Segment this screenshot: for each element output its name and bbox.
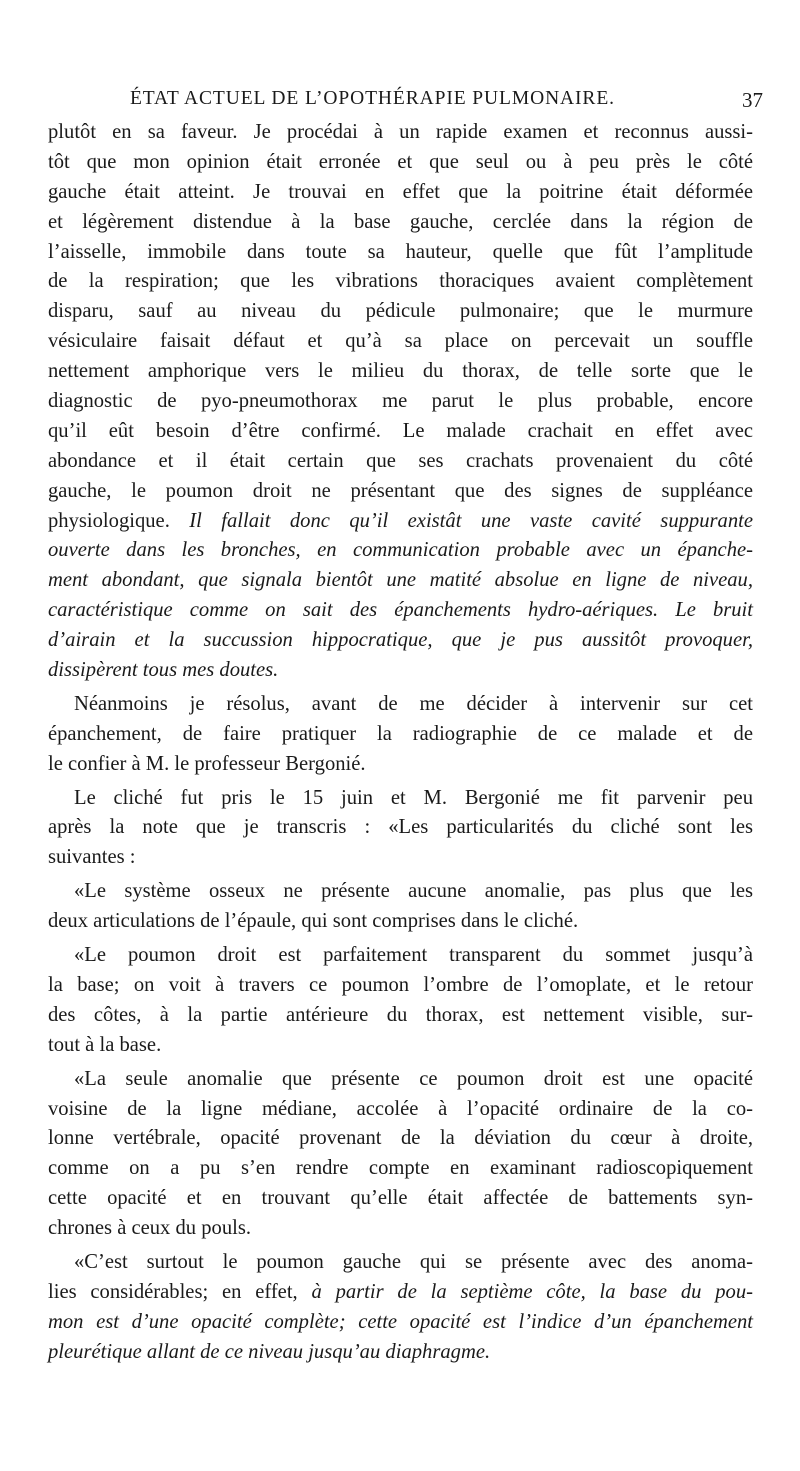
text-line: abondance et il était certain que ses crachats provenaient du côté xyxy=(48,449,753,472)
text-line: la base; on voit à travers ce poumon l’ombre de l’omoplate, et le retour xyxy=(48,973,753,996)
italic-text-line: ment abondant, que signala bientôt une matité absolue en ligne de niveau, xyxy=(48,569,753,592)
text-line: vésiculaire faisait défaut et qu’à sa place on percevait un souffle xyxy=(48,330,753,353)
text-line: comme on a pu s’en rendre compte en examinant radioscopiquement xyxy=(48,1157,753,1180)
italic-run: à partir de la septième côte, la base du pou- xyxy=(311,1280,753,1303)
text-line: deux articulations de l’épaule, qui sont comprises dans le cliché. xyxy=(48,910,579,933)
roman-run: lies considérables; en effet, xyxy=(48,1280,312,1303)
text-line: de la respiration; que les vibrations thoraciques avaient complètement xyxy=(48,270,753,293)
text-line: tout à la base. xyxy=(48,1033,162,1056)
text-line-mixed xyxy=(48,507,753,537)
text-line: disparu, sauf au niveau du pédicule pulmonaire; que le murmure xyxy=(48,300,753,323)
italic-text-line: ouverte dans les bronches, en communication probable avec un épanche- xyxy=(48,539,753,562)
text-line: diagnostic de pyo-pneumothorax me parut le plus probable, encore xyxy=(48,390,753,413)
body-text xyxy=(48,118,753,1368)
text-line: «Le système osseux ne présente aucune anomalie, pas plus que les xyxy=(74,880,753,903)
text-line: gauche, le poumon droit ne présentant que des signes de suppléance xyxy=(48,479,753,502)
italic-text-line: mon est d’une opacité complète; cette opacité est l’indice d’un épanchement xyxy=(48,1310,753,1333)
text-line: nettement amphorique vers le milieu du thorax, de telle sorte que le xyxy=(48,360,753,383)
text-line: après la note que je transcris : «Les particularités du cliché sont les xyxy=(48,816,753,839)
running-head xyxy=(48,88,763,116)
text-line-mixed xyxy=(48,1278,753,1308)
text-line: «La seule anomalie que présente ce poumon droit est une opacité xyxy=(74,1067,753,1090)
text-line: Le cliché fut pris le 15 juin et M. Bergonié me fit parvenir peu xyxy=(74,786,753,809)
text-line: Néanmoins je résolus, avant de me décider à intervenir sur cet xyxy=(74,692,753,715)
text-line: plutôt en sa faveur. Je procédai à un rapide examen et reconnus aussi- xyxy=(48,121,753,143)
running-title: ÉTAT ACTUEL DE L’OPOTHÉRAPIE PULMONAIRE. xyxy=(130,88,615,109)
text-line: et légèrement distendue à la base gauche, cerclée dans la région de xyxy=(48,210,753,233)
italic-run: Il fallait donc qu’il existât une vaste cavité suppurante xyxy=(189,509,753,532)
italic-text-line: dissipèrent tous mes doutes. xyxy=(48,659,279,682)
text-line: le confier à M. le professeur Bergonié. xyxy=(48,752,366,775)
page-number: 37 xyxy=(742,88,763,112)
text-line: «Le poumon droit est parfaitement transparent du sommet jusqu’à xyxy=(74,944,753,967)
text-line: épanchement, de faire pratiquer la radiographie de ce malade et de xyxy=(48,722,753,745)
text-line: suivantes : xyxy=(48,846,136,869)
italic-text-line: pleurétique allant de ce niveau jusqu’au diaphragme. xyxy=(48,1340,491,1363)
text-line: tôt que mon opinion était erronée et que seul ou à peu près le côté xyxy=(48,150,753,173)
text-line: «C’est surtout le poumon gauche qui se présente avec des anoma- xyxy=(74,1250,753,1273)
text-line: chrones à ceux du pouls. xyxy=(48,1217,252,1240)
text-line: gauche était atteint. Je trouvai en effet que la poitrine était déformée xyxy=(48,180,753,203)
italic-text-line: caractéristique comme on sait des épanchements hydro-aériques. Le bruit xyxy=(48,599,753,622)
text-line: des côtes, à la partie antérieure du thorax, est nettement visible, sur- xyxy=(48,1003,753,1026)
text-line: l’aisselle, immobile dans toute sa hauteur, quelle que fût l’amplitude xyxy=(48,240,753,263)
roman-run: physiologique. xyxy=(48,509,190,532)
text-line: cette opacité et en trouvant qu’elle était affectée de battements syn- xyxy=(48,1187,753,1210)
italic-text-line: d’airain et la succussion hippocratique, que je pus aussitôt provoquer, xyxy=(48,629,753,652)
text-line: lonne vertébrale, opacité provenant de la déviation du cœur à droite, xyxy=(48,1127,753,1150)
text-line: voisine de la ligne médiane, accolée à l’opacité ordinaire de la co- xyxy=(48,1097,753,1120)
text-line: qu’il eût besoin d’être confirmé. Le malade crachait en effet avec xyxy=(48,419,753,442)
